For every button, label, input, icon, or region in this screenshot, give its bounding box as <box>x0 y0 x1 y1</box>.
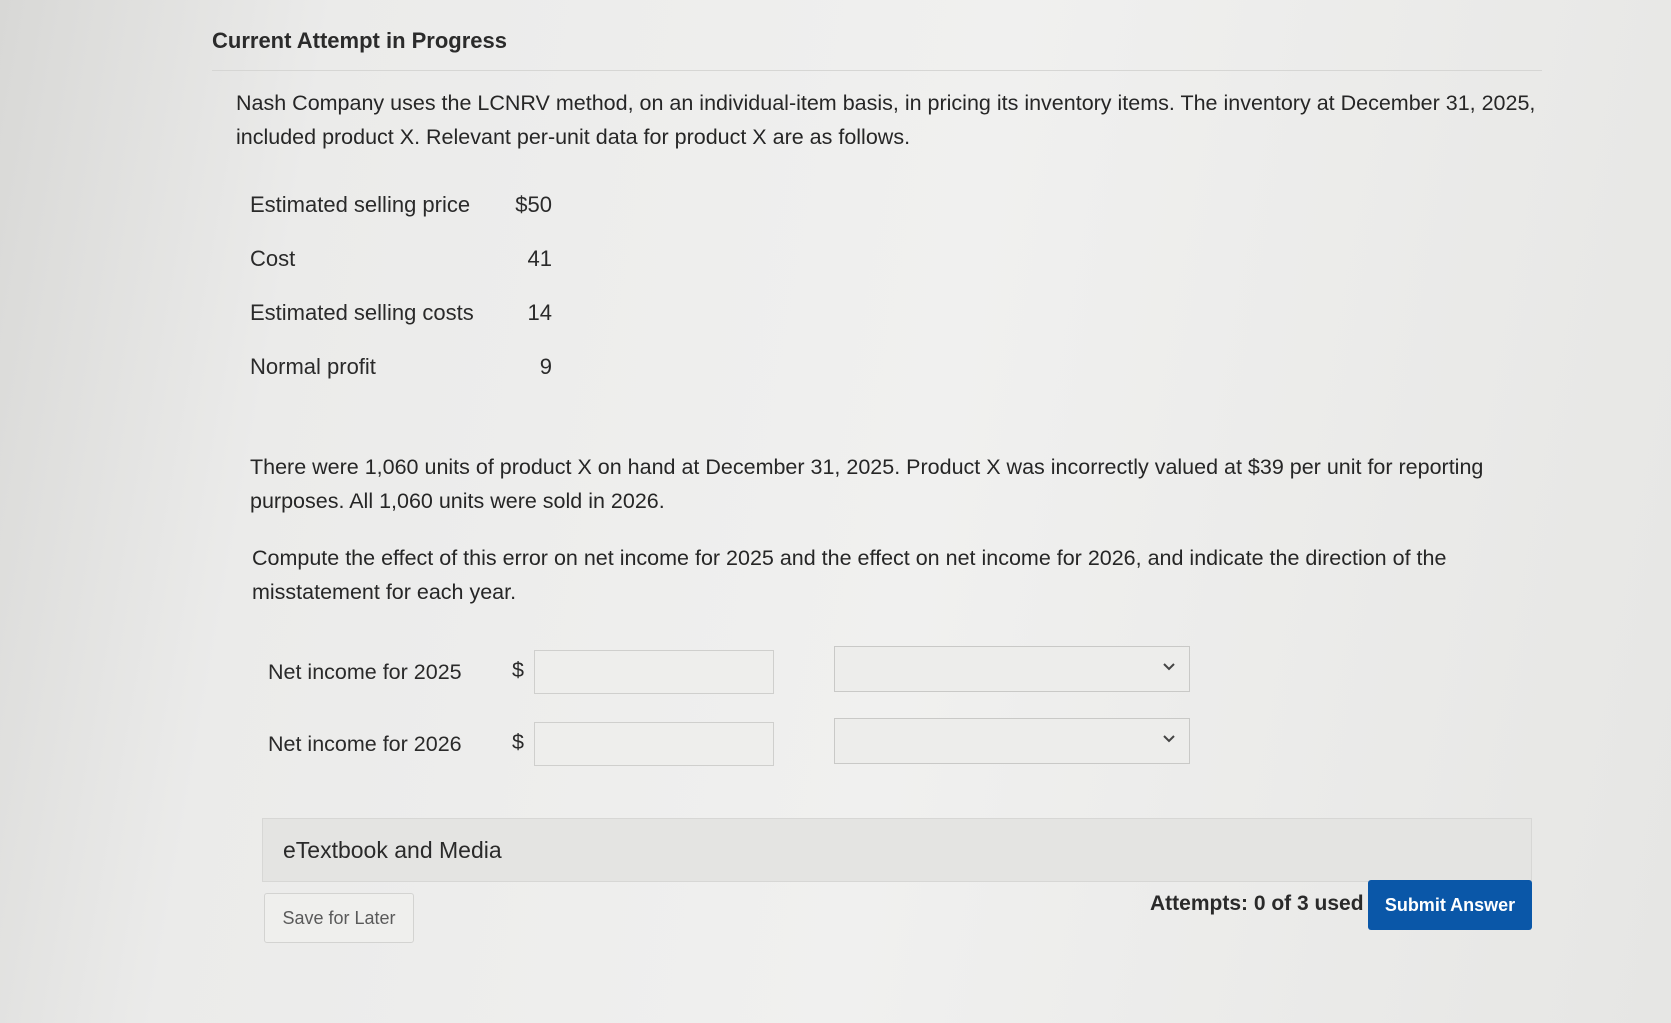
save-for-later-button[interactable]: Save for Later <box>264 893 414 943</box>
row-label: Normal profit <box>250 354 376 379</box>
answer-label: Net income for 2025 <box>268 660 462 684</box>
question-context: There were 1,060 units of product X on hand at December 31, 2025. Product X was incorrectly valued at $39 per unit for reporting purposes. All 1,060 units were sold in 2026. <box>250 455 1484 513</box>
chevron-down-icon <box>1161 731 1177 747</box>
chevron-down-icon <box>1161 659 1177 675</box>
currency-symbol: $ <box>512 730 524 754</box>
attempts-counter: Attempts: 0 of 3 used <box>1150 892 1364 915</box>
row-value: 9 <box>539 354 552 379</box>
submit-answer-button[interactable]: Submit Answer <box>1368 880 1532 930</box>
row-label: Cost <box>250 246 296 271</box>
answer-label: Net income for 2026 <box>268 732 462 756</box>
row-value: $50 <box>515 192 552 217</box>
net-income-2026-input[interactable] <box>534 722 774 766</box>
row-label: Estimated selling costs <box>250 300 474 325</box>
net-income-2025-direction-select[interactable] <box>834 646 1190 692</box>
net-income-2025-input[interactable] <box>534 650 774 694</box>
currency-symbol: $ <box>512 658 524 682</box>
question-instruction: Compute the effect of this error on net income for 2025 and the effect on net income for 2026, and indicate the direction of the misstatement for each year. <box>252 546 1447 604</box>
row-value: 41 <box>527 246 552 271</box>
row-label: Estimated selling price <box>250 192 471 217</box>
title-divider <box>212 70 1542 71</box>
question-intro: Nash Company uses the LCNRV method, on an individual-item basis, in pricing its inventory items. The inventory at December 31, 2025, included product X. Relevant per-unit data for product X are as follows. <box>236 91 1536 149</box>
net-income-2026-direction-select[interactable] <box>834 718 1190 764</box>
etextbook-media-panel[interactable] <box>262 818 1532 882</box>
etextbook-media-label: eTextbook and Media <box>283 837 502 863</box>
row-value: 14 <box>527 300 552 325</box>
page-title: Current Attempt in Progress <box>212 28 508 53</box>
